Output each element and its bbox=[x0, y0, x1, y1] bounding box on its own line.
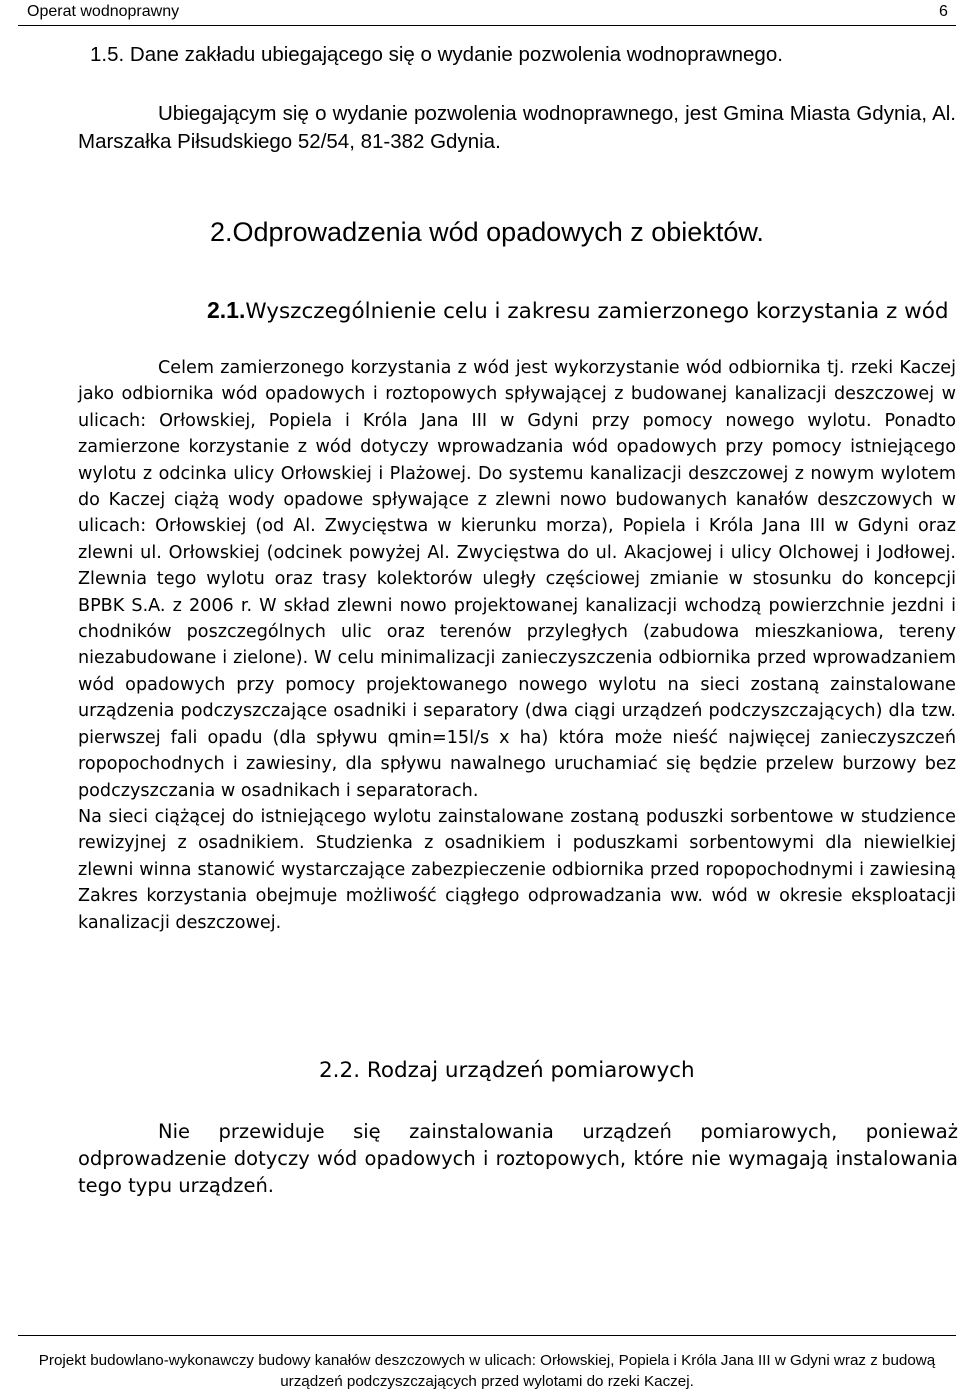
section-2-1-paragraph-1: Celem zamierzonego korzystania z wód jest wykorzystanie wód odbiornika tj. rzeki Kaczej jako odbiornika wód opadowych i roztopowych spływającej z budowanej kanalizacji deszczowej w ulicach: Orłowskiej, Popiela i Króla Jana III w Gdyni przy pomocy nowego wylotu. Ponadto zamierzone korzystanie z wód dotyczy wprowadzania wód opadowych przy pomocy istniejącego wylotu z odcinka ulicy Orłowskiej i Plażowej. Do systemu kanalizacji deszczowej z nowym wylotem do Kaczej ciążą wody opadowe spływające z zlewni nowo budowanych kanałów deszczowych w ulicach: Orłowskiej (od Al. Zwycięstwa w kierunku morza), Popiela i Króla Jana III w Gdyni oraz zlewni ul. Orłowskiej (odcinek powyżej Al. Zwycięstwa do ul. Akacjowej i ulicy Olchowej i Jodłowej. Zlewnia tego wylotu oraz trasy kolektorów uległy częściowej zmianie w stosunku do koncepcji BPBK S.A. z 2006 r. W skład zlewni nowo projektowanej kanalizacji wchodzą powierzchnie jezdni i chodników poszczególnych ulic oraz terenów przyległych (zabudowa mieszkaniowa, tereny niezabudowane i zielone). W celu minimalizacji zanieczyszczenia odbiornika przed wprowadzaniem wód opadowych przy pomocy projektowanego nowego wylotu na sieci zostaną zainstalowane urządzenia podczyszczające osadniki i separatory (dwa ciągi urządzeń podczyszczających) dla tzw. pierwszej fali opadu (dla spływu qmin=15l/s x ha) która może nieść najwięcej zanieczyszczeń ropopochodnych i zawiesiny, dla spływu nawalnego uruchamiać się będzie przelew burzowy bez podczyszczania w osadnikach i separatorach. bbox=[78, 358, 956, 801]
footer-divider bbox=[18, 1335, 956, 1336]
section-2-1-body bbox=[78, 355, 956, 936]
page-footer: Projekt budowlano-wykonawczy budowy kanałów deszczowych w ulicach: Orłowskiej, Popiela i Króla Jana III w Gdyni wraz z budową urządzeń podczyszczających przed wylotami do rzeki Kaczej. bbox=[38, 1352, 936, 1390]
section-1-5-heading: 1.5. Dane zakładu ubiegającego się o wydanie pozwolenia wodnoprawnego. bbox=[90, 43, 783, 66]
page-number: 6 bbox=[939, 3, 948, 20]
section-2-1-heading bbox=[207, 296, 949, 326]
section-2-2-text: Nie przewiduje się zainstalowania urządzeń pomiarowych, ponieważ odprowadzenie dotyczy wód opadowych i roztopowych, które nie wymagają instalowania tego typu urządzeń. bbox=[78, 1120, 958, 1197]
section-2-1-number: 2.1. bbox=[207, 297, 246, 323]
header-title: Operat wodnoprawny bbox=[27, 3, 180, 20]
header-divider bbox=[18, 25, 956, 26]
section-2-heading: 2.Odprowadzenia wód opadowych z obiektów. bbox=[210, 217, 764, 247]
section-2-1-title: Wyszczególnienie celu i zakresu zamierzonego korzystania z wód bbox=[245, 299, 949, 324]
section-2-1-paragraph-2: Na sieci ciążącej do istniejącego wylotu zainstalowane zostaną poduszki sorbentowe w studzience rewizyjnej z osadnikiem. Studzienka z osadnikiem i poduszkami sorbentowymi dla niewielkiej zlewni winna stanowić wystarczające zabezpieczenie odbiornika przed ropopochodnymi i zawiesiną Zakres korzystania obejmuje możliwość ciągłego odprowadzania ww. wód w okresie eksploatacji kanalizacji deszczowej. bbox=[78, 806, 956, 933]
section-1-5-text: Ubiegającym się o wydanie pozwolenia wodnoprawnego, jest Gmina Miasta Gdynia, Al. Marszałka Piłsudskiego 52/54, 81-382 Gdynia. bbox=[78, 102, 956, 153]
section-2-2-heading: 2.2. Rodzaj urządzeń pomiarowych bbox=[319, 1058, 695, 1083]
